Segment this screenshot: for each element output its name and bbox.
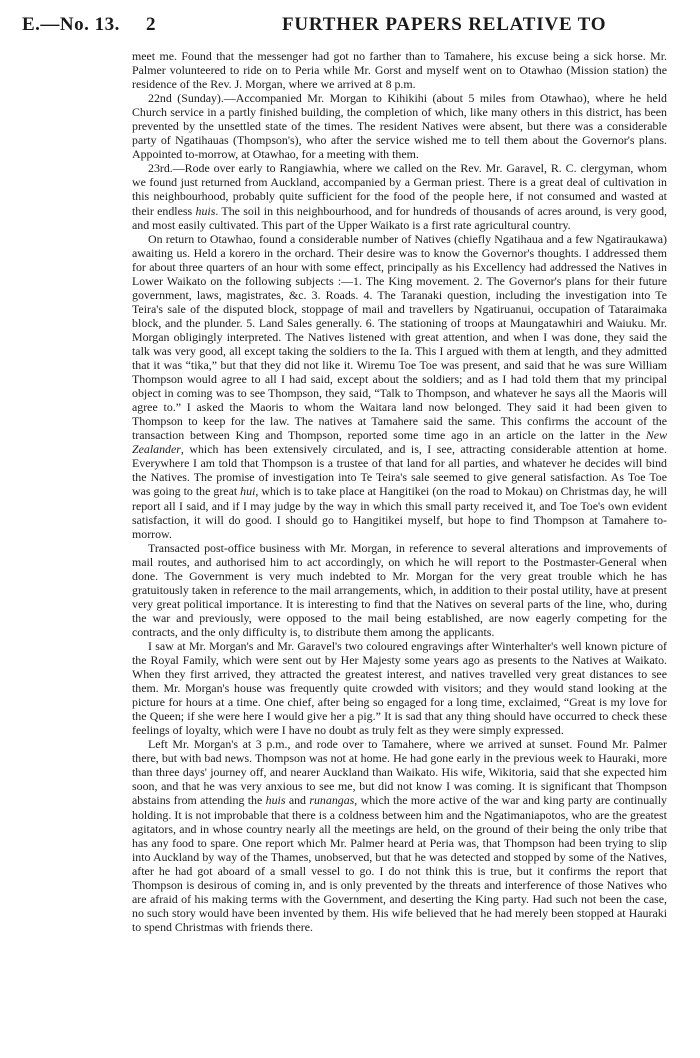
text-segment: I saw at Mr. Morgan's and Mr. Garavel's two coloured engravings after Winterhalter's well known picture of the Royal Family, which were sent out by Her Majesty some years ago as presents to the Natives at Waikato. When they first arrived, they attracted the greatest interest, and natives travelled very great distances to see them. Mr. Morgan's house was frequently quite crowded with visitors; and they would stand looking at the picture for hours at a time. One chief, after being so engaged for a long time, exclaimed, “Great is my love for the Queen; if she were here I would give her a pig.” It is sad that any thing should have occurred to check these feelings of loyalty, which were I have no doubt as truly felt as they were simply expressed. <box>132 638 667 738</box>
italic-text: huis <box>265 793 286 808</box>
paragraph <box>132 232 667 541</box>
paragraph <box>132 161 667 231</box>
italic-text: runangas <box>309 793 355 808</box>
text-segment: , which has been extensively circulated, and is, I see, attracting considerable attention at home. Everywhere I am told that Thompson is a trustee of that land for all parties, and whatever he decides will bind the Natives. The promise of investigation into Te Teira's sale seemed to give general satisfaction. As Toe Toe was going to the great <box>132 442 667 499</box>
text-segment: , which the more active of the war and king party are continually holding. It is not improbable that there is a coldness between him and the Ngatimaniapotos, who are the greatest agitators, and in whose country nearly all the meetings are held, on the ground of their being the only tribe that has any food to spare. One report which Mr. Palmer heard at Peria was, that Thompson had been trying to slip into Auckland by way of the Thames, unobserved, but that he was detected and stopped by some of the Natives, after he had got aboard of a small vessel to go. I do not think this is true, but it confirms the report that Thompson is desirous of coming in, and is only prevented by the threats and interference of those Natives who are afraid of his making terms with the Government, and deserting the King party. Had such not been the case, no such story would have been invented by them. His wife believed that he had merely been stopped at Hauraki to spend Christmas with friends there. <box>132 793 667 934</box>
body-text <box>132 49 667 934</box>
paragraph <box>132 737 667 934</box>
text-segment: , which is to take place at Hangitikei (on the road to Mokau) on Christmas day, he will report all I said, and if I may judge by the way in which this small party received it, and Toe Toe's own evident satisfaction, it will do good. I should go to Hangitikei myself, but hope to find Thompson at Tamahere to-morrow. <box>132 484 668 541</box>
text-segment: 22nd (Sunday).—Accompanied Mr. Morgan to Kihikihi (about 5 miles from Otawhao), where he held Church service in a partly finished building, the completion of which, like many others in this district, has been prevented by the unsettled state of the times. The resident Natives were absent, but there was a considerable party of Ngatihauas (Thompson's), who after the service wished me to tell them about the Governor's plans. Appointed to-morrow, at Otawhao, for a meeting with them. <box>132 91 667 162</box>
paragraph <box>132 91 667 161</box>
text-segment: Left Mr. Morgan's at 3 p.m., and rode over to Tamahere, where we arrived at sunset. Found Mr. Palmer there, but with bad news. Thompson was not at home. He had gone early in the previous week to Hauraki, more than three days' journey off, and nearer Auckland than Waikato. His wife, Wikitoria, said that she expected him soon, and that he was very anxious to see me, but did not know I was coming. It is significant that Thompson abstains from attending the <box>132 737 667 808</box>
document-reference: E.—No. 13. <box>22 14 120 35</box>
paragraph <box>132 49 667 91</box>
page-number: 2 <box>146 14 156 35</box>
text-segment: and <box>285 793 310 808</box>
running-title: FURTHER PAPERS RELATIVE TO <box>282 14 607 35</box>
page-header <box>22 14 678 40</box>
text-segment: . The soil in this neighbourhood, and for hundreds of thousands of acres around, is very good, and most easily cultivated. This part of the Upper Waikato is a first rate agricultural country. <box>132 203 667 232</box>
italic-text: hui <box>240 484 256 499</box>
text-segment: 23rd.—Rode over early to Rangiawhia, where we called on the Rev. Mr. Garavel, R. C. clergyman, whom we found just returned from Auckland, accompanied by a German priest. There is a great deal of cultivation in this neighbourhood, probably quite sufficient for the food of the people here, if not consumed and wasted at their endless <box>132 161 667 218</box>
text-segment: Transacted post-office business with Mr. Morgan, in reference to several alterations and improvements of mail routes, and authorised him to act accordingly, on which he will report to the Postmaster-General when done. The Government is very much indebted to Mr. Morgan for the very great trouble which he has gratuitously taken in reference to the mail arrangements, which, in addition to their postal utility, have at present very great political importance. It is interesting to find that the Natives on several parts of the line, who, during the war and previously, were opposed to the mail being established, are now eagerly competing for the contracts, and the only difficulty is, to distribute them among the applicants. <box>132 540 667 639</box>
paragraph <box>132 541 667 639</box>
italic-text: New Zealander <box>132 428 667 457</box>
paragraph <box>132 639 667 737</box>
italic-text: huis <box>195 203 216 218</box>
text-segment: On return to Otawhao, found a considerable number of Natives (chiefly Ngatihaua and a few Ngatiraukawa) awaiting us. Held a korero in the orchard. Their desire was to know the Governor's thoughts. I addressed them for about three quarters of an hour with some effect, principally as his Excellency had addressed the Natives in Lower Waikato on the following subjects :—1. The King movement. 2. The Governor's plans for their future government, laws, magistrates, &c. 3. Roads. 4. The Taranaki question, including the investigation into Te Teira's sale of the disputed block, stoppage of mail and travellers by Ngatiruanui, occupation of Tataraimaka block, and the plunder. 5. Land Sales generally. 6. The stationing of troops at Maungatawhiri and Waiuku. Mr. Morgan obligingly interpreted. The Natives listened with great attention, and when I was done, they said the talk was very good, all except taking the soldiers to the Ia. This I argued with them at length, and they admitted that it was “tika,” but that they did not like it. Wiremu Toe Toe was present, and said that he was sure William Thompson would agree to all I had said, except about the soldiers; and as I had told them that my principal object in coming was to see Thompson, they said, “Talk to Thompson, and whatever he says all the Maoris will agree to.” I asked the Maoris to whom the Waitara land now belonged. They said it had been given to Thompson to keep for the law. The natives at Tamahere said the same. This confirms the account of the transaction between King and Thompson, reported some time ago in an article on the latter in the <box>132 231 667 443</box>
text-segment: meet me. Found that the messenger had got no farther than to Tamahere, his excuse being a sick horse. Mr. Palmer volunteered to ride on to Peria while Mr. Gorst and myself went on to Otawhao (Mission station) the residence of the Rev. J. Morgan, where we arrived at 8 p.m. <box>132 49 667 92</box>
